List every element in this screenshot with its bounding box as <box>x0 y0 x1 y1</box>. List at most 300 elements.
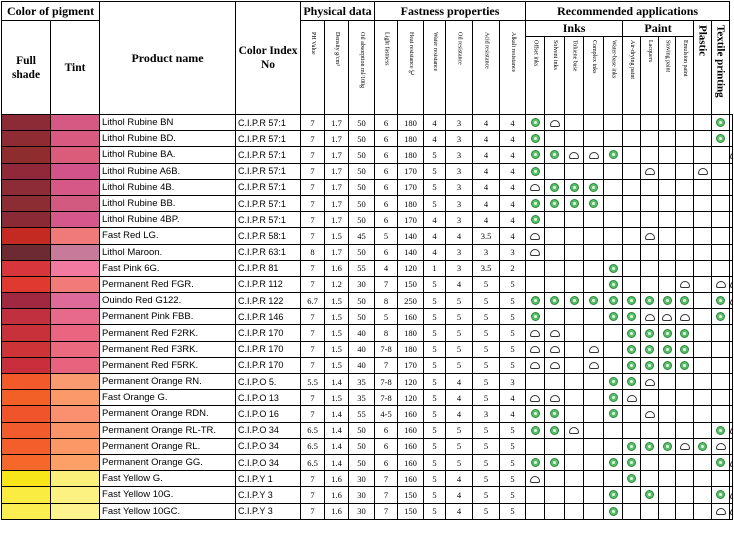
alk-cell: 3 <box>500 244 526 260</box>
table-row <box>2 195 733 211</box>
light-cell: 6 <box>375 131 398 147</box>
application-cell <box>712 341 730 357</box>
suitable-mark-icon <box>730 427 732 434</box>
application-cell <box>565 115 584 131</box>
application-cell <box>545 406 565 422</box>
application-cell <box>526 357 545 373</box>
recommended-mark-icon <box>663 329 672 338</box>
application-cell <box>526 276 545 292</box>
table-row <box>2 212 733 228</box>
application-cell <box>526 454 545 470</box>
application-cell <box>712 163 730 179</box>
ph-cell: 7 <box>301 131 325 147</box>
recommended-mark-icon <box>627 361 636 370</box>
ph-cell: 5.5 <box>301 374 325 390</box>
oilr-cell: 4 <box>446 503 473 519</box>
application-cell <box>712 471 730 487</box>
application-cell <box>676 357 694 373</box>
oilr-cell: 4 <box>446 390 473 406</box>
color-of-pigment-header: Color of pigment <box>2 2 100 21</box>
recommended-mark-icon <box>550 150 559 159</box>
suitable-mark-icon <box>730 298 732 305</box>
water-cell: 5 <box>424 276 446 292</box>
table-row <box>2 357 733 373</box>
toluene-base-header: Toluene base <box>565 37 584 115</box>
application-cell <box>584 406 604 422</box>
light-cell: 6 <box>375 244 398 260</box>
application-cell <box>604 228 623 244</box>
recommended-mark-icon <box>609 507 618 516</box>
table-row <box>2 341 733 357</box>
application-cell <box>604 454 623 470</box>
full-shade-header: Full shade <box>2 21 51 115</box>
name-cell: Lithol Rubine BD. <box>100 131 236 147</box>
tint-swatch <box>51 260 100 276</box>
application-cell <box>623 341 641 357</box>
application-cell <box>712 454 730 470</box>
application-cell <box>712 309 730 325</box>
oilr-cell: 4 <box>446 228 473 244</box>
heat-cell: 180 <box>398 195 424 211</box>
ph-cell: 7 <box>301 115 325 131</box>
oil-cell: 50 <box>349 195 375 211</box>
suitable-mark-icon <box>730 508 732 515</box>
ph-cell: 7 <box>301 228 325 244</box>
oilr-cell: 4 <box>446 276 473 292</box>
recommended-mark-icon <box>716 118 725 127</box>
recommended-mark-icon <box>589 199 598 208</box>
tint-swatch <box>51 454 100 470</box>
recommended-mark-icon <box>589 296 598 305</box>
heat-cell: 160 <box>398 471 424 487</box>
color-index-header: Color Index No <box>236 2 301 115</box>
oilr-cell: 5 <box>446 325 473 341</box>
application-cell <box>641 195 659 211</box>
application-cell <box>694 260 712 276</box>
application-cell <box>676 244 694 260</box>
application-cell <box>526 260 545 276</box>
application-cell <box>676 260 694 276</box>
application-cell <box>526 406 545 422</box>
application-cell <box>641 422 659 438</box>
suitable-mark-icon <box>645 233 655 240</box>
recommended-mark-icon <box>663 296 672 305</box>
application-cell <box>730 325 733 341</box>
acid-cell: 3 <box>473 406 500 422</box>
stoving-paint-header: Stoving paint <box>659 37 676 115</box>
oilr-cell: 5 <box>446 454 473 470</box>
ph-cell: 7 <box>301 163 325 179</box>
application-cell <box>676 438 694 454</box>
den-cell: 1.4 <box>325 438 349 454</box>
recommended-mark-icon <box>531 409 540 418</box>
name-cell: Permanent Red FGR. <box>100 276 236 292</box>
water-cell: 5 <box>424 341 446 357</box>
application-cell <box>623 438 641 454</box>
application-cell <box>641 147 659 163</box>
water-cell: 5 <box>424 179 446 195</box>
acid-cell: 5 <box>473 438 500 454</box>
application-cell <box>545 390 565 406</box>
application-cell <box>659 179 676 195</box>
application-cell <box>659 228 676 244</box>
textile-header: Textile printing <box>712 21 730 115</box>
application-cell <box>545 228 565 244</box>
name-cell: Lithol Rubine BB. <box>100 195 236 211</box>
recommended-mark-icon <box>645 296 654 305</box>
application-cell <box>694 179 712 195</box>
suitable-mark-icon <box>530 330 540 337</box>
application-cell <box>659 406 676 422</box>
den-cell: 1.5 <box>325 390 349 406</box>
application-cell <box>604 325 623 341</box>
application-cell <box>526 147 545 163</box>
application-cell <box>623 325 641 341</box>
oil-cell: 50 <box>349 115 375 131</box>
application-cell <box>584 115 604 131</box>
oil-cell: 55 <box>349 406 375 422</box>
heat-cell: 180 <box>398 131 424 147</box>
heat-cell: 120 <box>398 374 424 390</box>
full-shade-swatch <box>2 471 51 487</box>
den-cell: 1.4 <box>325 406 349 422</box>
application-cell <box>584 341 604 357</box>
recommended-mark-icon <box>609 377 618 386</box>
tint-swatch <box>51 487 100 503</box>
application-cell <box>545 260 565 276</box>
application-cell <box>641 244 659 260</box>
suitable-mark-icon <box>530 184 540 191</box>
application-cell <box>694 309 712 325</box>
application-cell <box>694 147 712 163</box>
solvent-inks-header: Solvent inks <box>545 37 565 115</box>
recommended-mark-icon <box>627 474 636 483</box>
name-cell: Fast Pink 6G. <box>100 260 236 276</box>
application-cell <box>623 454 641 470</box>
recommended-mark-icon <box>609 393 618 402</box>
application-cell <box>659 244 676 260</box>
application-cell <box>659 454 676 470</box>
application-cell <box>584 147 604 163</box>
name-cell: Fast Yellow 10G. <box>100 487 236 503</box>
application-cell <box>623 422 641 438</box>
table-row <box>2 374 733 390</box>
heat-cell: 150 <box>398 503 424 519</box>
light-cell: 7 <box>375 276 398 292</box>
alk-cell: 5 <box>500 357 526 373</box>
application-cell <box>641 503 659 519</box>
oil-cell: 50 <box>349 422 375 438</box>
ci-cell: C.I.P.R 170 <box>236 357 301 373</box>
application-cell <box>676 276 694 292</box>
oilr-cell: 3 <box>446 147 473 163</box>
application-cell <box>584 503 604 519</box>
recommended-mark-icon <box>716 426 725 435</box>
tint-swatch <box>51 341 100 357</box>
ci-cell: C.I.P.R 57:1 <box>236 131 301 147</box>
table-row <box>2 438 733 454</box>
table-row <box>2 260 733 276</box>
application-cell <box>604 374 623 390</box>
oil-cell: 50 <box>349 179 375 195</box>
full-shade-swatch <box>2 212 51 228</box>
application-cell <box>584 260 604 276</box>
recommended-mark-icon <box>645 345 654 354</box>
suitable-mark-icon <box>589 362 599 369</box>
application-cell <box>526 179 545 195</box>
table-row <box>2 115 733 131</box>
application-cell <box>694 293 712 309</box>
den-cell: 1.7 <box>325 147 349 163</box>
full-shade-swatch <box>2 195 51 211</box>
tint-swatch <box>51 309 100 325</box>
suitable-mark-icon <box>645 411 655 418</box>
ci-cell: C.I.P.R 57:1 <box>236 179 301 195</box>
application-cell <box>565 131 584 147</box>
water-cell: 4 <box>424 131 446 147</box>
application-cell <box>565 293 584 309</box>
light-cell: 7 <box>375 503 398 519</box>
ci-cell: C.I.P.R 170 <box>236 325 301 341</box>
den-cell: 1.7 <box>325 244 349 260</box>
den-cell: 1.5 <box>325 228 349 244</box>
den-cell: 1.7 <box>325 195 349 211</box>
application-cell <box>545 244 565 260</box>
oil-cell: 40 <box>349 325 375 341</box>
application-cell <box>545 309 565 325</box>
recommended-mark-icon <box>570 183 579 192</box>
application-cell <box>526 341 545 357</box>
light-cell: 6 <box>375 147 398 163</box>
ci-cell: C.I.P.O 13 <box>236 390 301 406</box>
heat-cell: 150 <box>398 276 424 292</box>
ph-cell: 7 <box>301 341 325 357</box>
application-cell <box>604 212 623 228</box>
heat-cell: 160 <box>398 454 424 470</box>
water-cell: 5 <box>424 357 446 373</box>
application-cell <box>623 115 641 131</box>
application-cell <box>545 487 565 503</box>
ci-cell: C.I.P.R 122 <box>236 293 301 309</box>
oilr-cell: 3 <box>446 260 473 276</box>
oil-cell: 45 <box>349 228 375 244</box>
application-cell <box>641 293 659 309</box>
den-cell: 1.5 <box>325 357 349 373</box>
application-cell <box>730 422 733 438</box>
acid-cell: 4 <box>473 115 500 131</box>
application-cell <box>730 195 733 211</box>
ci-cell: C.I.P.O 34 <box>236 454 301 470</box>
table-row <box>2 471 733 487</box>
application-cell <box>730 293 733 309</box>
application-cell <box>730 438 733 454</box>
application-cell <box>676 163 694 179</box>
application-cell <box>659 276 676 292</box>
application-cell <box>730 341 733 357</box>
heat-resistance-header: Heat resistance ℃ <box>398 21 424 115</box>
ph-cell: 7 <box>301 471 325 487</box>
application-cell <box>526 212 545 228</box>
alkali-resistance-header: Alkali resistance <box>500 21 526 115</box>
ci-cell: C.I.P.Y 3 <box>236 487 301 503</box>
application-cell <box>659 260 676 276</box>
name-cell: Permanent Pink FBB. <box>100 309 236 325</box>
application-cell <box>526 228 545 244</box>
application-cell <box>545 357 565 373</box>
light-cell: 8 <box>375 293 398 309</box>
den-cell: 1.5 <box>325 341 349 357</box>
water-cell: 5 <box>424 438 446 454</box>
recommended-mark-icon <box>609 280 618 289</box>
alk-cell: 5 <box>500 341 526 357</box>
suitable-mark-icon <box>530 395 540 402</box>
application-cell <box>526 325 545 341</box>
light-cell: 6 <box>375 163 398 179</box>
application-cell <box>712 147 730 163</box>
water-resistance-header: Water resistance <box>424 21 446 115</box>
application-cell <box>712 195 730 211</box>
oilr-cell: 5 <box>446 438 473 454</box>
recommended-mark-icon <box>550 199 559 208</box>
application-cell <box>659 293 676 309</box>
recommended-mark-icon <box>645 490 654 499</box>
acid-cell: 5 <box>473 471 500 487</box>
recommended-mark-icon <box>663 345 672 354</box>
recommended-mark-icon <box>609 296 618 305</box>
application-cell <box>659 471 676 487</box>
application-cell <box>604 131 623 147</box>
suitable-mark-icon <box>716 508 726 515</box>
application-cell <box>604 195 623 211</box>
application-cell <box>641 341 659 357</box>
alk-cell: 4 <box>500 115 526 131</box>
den-cell: 1.6 <box>325 471 349 487</box>
light-cell: 8 <box>375 325 398 341</box>
table-row <box>2 244 733 260</box>
suitable-mark-icon <box>589 152 599 159</box>
application-cell <box>641 163 659 179</box>
name-cell: Fast Yellow G. <box>100 471 236 487</box>
application-cell <box>659 390 676 406</box>
water-cell: 5 <box>424 503 446 519</box>
application-cell <box>730 374 733 390</box>
recommended-mark-icon <box>550 458 559 467</box>
name-cell: Permanent Red F3RK. <box>100 341 236 357</box>
name-cell: Permanent Red F2RK. <box>100 325 236 341</box>
recommended-mark-icon <box>627 329 636 338</box>
application-cell <box>604 244 623 260</box>
oil-cell: 30 <box>349 487 375 503</box>
application-cell <box>604 293 623 309</box>
oilr-cell: 3 <box>446 131 473 147</box>
application-cell <box>694 244 712 260</box>
application-cell <box>584 244 604 260</box>
application-cell <box>565 374 584 390</box>
full-shade-swatch <box>2 115 51 131</box>
light-fastness-header: Light fastness <box>375 21 398 115</box>
oil-cell: 50 <box>349 438 375 454</box>
oil-cell: 30 <box>349 471 375 487</box>
application-cell <box>584 131 604 147</box>
acid-cell: 4 <box>473 195 500 211</box>
air-drying-paint-header: Air-drying paint <box>623 37 641 115</box>
oilr-cell: 3 <box>446 195 473 211</box>
application-cell <box>526 438 545 454</box>
suitable-mark-icon <box>730 152 732 159</box>
ci-cell: C.I.P.R 57:1 <box>236 115 301 131</box>
recommended-mark-icon <box>609 150 618 159</box>
ph-cell: 7 <box>301 195 325 211</box>
ci-cell: C.I.P.O 34 <box>236 422 301 438</box>
full-shade-swatch <box>2 503 51 519</box>
application-cell <box>545 195 565 211</box>
application-cell <box>623 487 641 503</box>
application-cell <box>584 212 604 228</box>
application-cell <box>676 503 694 519</box>
application-cell <box>641 131 659 147</box>
oil-cell: 50 <box>349 244 375 260</box>
tint-swatch <box>51 212 100 228</box>
application-cell <box>584 163 604 179</box>
acid-cell: 5 <box>473 374 500 390</box>
ph-cell: 7 <box>301 309 325 325</box>
recommended-mark-icon <box>627 296 636 305</box>
acid-cell: 5 <box>473 503 500 519</box>
application-cell <box>694 212 712 228</box>
application-cell <box>623 228 641 244</box>
application-cell <box>526 471 545 487</box>
application-cell <box>676 179 694 195</box>
application-cell <box>565 454 584 470</box>
heat-cell: 180 <box>398 325 424 341</box>
water-cell: 1 <box>424 260 446 276</box>
application-cell <box>694 341 712 357</box>
application-cell <box>623 471 641 487</box>
application-cell <box>526 293 545 309</box>
full-shade-swatch <box>2 179 51 195</box>
light-cell: 7-8 <box>375 341 398 357</box>
application-cell <box>730 260 733 276</box>
application-cell <box>659 438 676 454</box>
application-cell <box>565 471 584 487</box>
acid-cell: 3.5 <box>473 228 500 244</box>
suitable-mark-icon <box>680 281 690 288</box>
application-cell <box>565 195 584 211</box>
alk-cell: 5 <box>500 471 526 487</box>
application-cell <box>694 195 712 211</box>
water-cell: 5 <box>424 406 446 422</box>
application-cell <box>676 374 694 390</box>
oilr-cell: 3 <box>446 115 473 131</box>
pigment-table <box>1 1 733 520</box>
application-cell <box>659 325 676 341</box>
application-cell <box>584 228 604 244</box>
name-cell: Fast Red LG. <box>100 228 236 244</box>
application-cell <box>565 147 584 163</box>
table-row <box>2 503 733 519</box>
oil-cell: 30 <box>349 276 375 292</box>
application-cell <box>694 503 712 519</box>
application-cell <box>526 163 545 179</box>
application-cell <box>641 487 659 503</box>
acid-cell: 5 <box>473 293 500 309</box>
application-cell <box>545 503 565 519</box>
water-cell: 4 <box>424 228 446 244</box>
application-cell <box>565 341 584 357</box>
recommended-mark-icon <box>609 312 618 321</box>
name-cell: Lithol Rubine A6B. <box>100 163 236 179</box>
application-cell <box>676 471 694 487</box>
